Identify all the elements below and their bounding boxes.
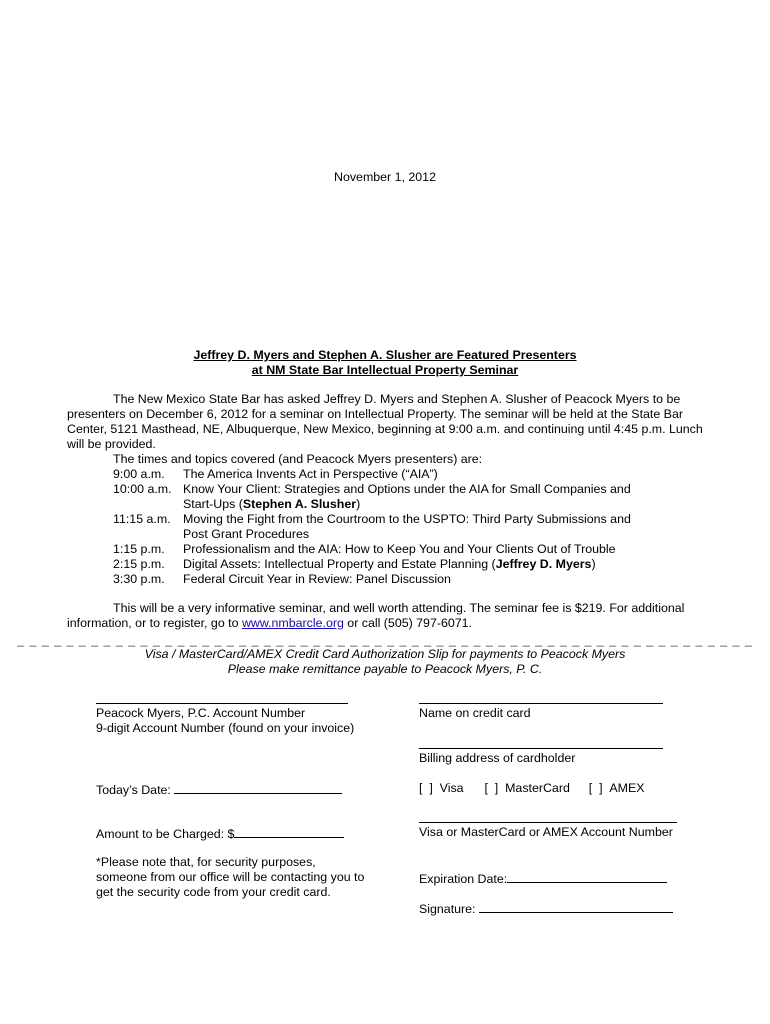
schedule-topic: The America Invents Act in Perspective (“AIA”) <box>183 467 438 481</box>
remittance-note: Please make remittance payable to Peacock Myers, P. C. <box>227 662 543 676</box>
schedule-row <box>113 557 713 572</box>
schedule-time: 1:15 p.m. <box>113 542 165 556</box>
account-number-label: Peacock Myers, P.C. Account Number <box>96 706 306 720</box>
schedule-time: 3:30 p.m. <box>113 572 165 586</box>
schedule-row <box>113 482 713 512</box>
amount-field[interactable]: Amount to be Charged: $ <box>96 825 344 842</box>
registration-link[interactable]: www.nmbarcle.org <box>241 616 344 630</box>
name-on-card-label: Name on credit card <box>419 706 531 720</box>
letter-date: November 1, 2012 <box>334 170 436 184</box>
schedule <box>113 452 713 587</box>
schedule-intro: The times and topics covered (and Peacock Myers presenters) are: <box>113 452 483 466</box>
schedule-row <box>113 467 713 482</box>
schedule-row <box>113 512 713 542</box>
intro-paragraph: The New Mexico State Bar has asked Jeffrey D. Myers and Stephen A. Slusher of Peacock Myers to be presenters on December 6, 2012 for a seminar on Intellectual Property. The seminar will be held at the State Bar Center, 5121 Masthead, NE, Albuquerque, New Mexico, beginning at 9:00 a.m. and continuing until 4:45 p.m. Lunch will be provided. <box>67 392 703 451</box>
closing-paragraph: This will be a very informative seminar, and well worth attending. The seminar fee is $219. For additional information, or to register, go to www.nmbarcle.org or call (505) 797-6071. <box>67 601 685 630</box>
amex-checkbox[interactable]: [ ] AMEX <box>588 781 645 795</box>
card-type-options <box>419 781 645 796</box>
headline-line-2: at NM State Bar Intellectual Property Seminar <box>251 363 519 377</box>
visa-checkbox[interactable]: [ ] Visa <box>419 781 464 795</box>
schedule-row <box>113 542 713 557</box>
presenter-name: Stephen A. Slusher <box>242 497 357 511</box>
todays-date-field[interactable]: Today’s Date: <box>96 781 342 798</box>
headline-line-1: Jeffrey D. Myers and Stephen A. Slusher are Featured Presenters <box>193 348 577 362</box>
presenter-name: Jeffrey D. Myers <box>495 557 592 571</box>
schedule-topic: Federal Circuit Year in Review: Panel Discussion <box>183 572 451 586</box>
account-number-hint: 9-digit Account Number (found on your invoice) <box>96 721 355 735</box>
schedule-time: 10:00 a.m. <box>113 482 172 496</box>
account-number-line[interactable] <box>96 703 348 704</box>
cut-line: _ _ _ _ _ _ _ _ _ _ _ _ _ _ _ _ _ _ _ _ _ _ _ _ _ _ _ _ _ _ _ _ _ _ _ _ _ _ _ _ _ _ _ _ _ _ _ _ _ _ _ _ _ _ _ _ _ _ _ _ <box>17 633 753 647</box>
slip-heading: Visa / MasterCard/AMEX Credit Card Authorization Slip for payments to Peacock Myers <box>144 647 626 661</box>
schedule-topic: Professionalism and the AIA: How to Keep You and Your Clients Out of Trouble <box>183 542 616 556</box>
card-number-label: Visa or MasterCard or AMEX Account Number <box>419 825 673 839</box>
billing-address-line[interactable] <box>419 748 663 749</box>
mastercard-checkbox[interactable]: [ ] MasterCard <box>484 781 570 795</box>
schedule-time: 9:00 a.m. <box>113 467 165 481</box>
security-note: *Please note that, for security purposes, someone from our office will be contacting you to get the security code from your credit card. <box>96 855 365 899</box>
schedule-row <box>113 572 713 587</box>
expiration-field[interactable]: Expiration Date: <box>419 870 667 887</box>
signature-field[interactable]: Signature: <box>419 900 673 917</box>
billing-address-label: Billing address of cardholder <box>419 751 576 765</box>
schedule-time: 11:15 a.m. <box>113 512 171 526</box>
schedule-topic: Know Your Client: Strategies and Options under the AIA for Small Companies and Start-Ups (Stephen A. Slusher) <box>183 482 631 511</box>
schedule-topic: Moving the Fight from the Courtroom to the USPTO: Third Party Submissions and Post Grant Procedures <box>183 512 631 541</box>
schedule-time: 2:15 p.m. <box>113 557 165 571</box>
schedule-topic: Digital Assets: Intellectual Property and Estate Planning (Jeffrey D. Myers) <box>183 557 596 571</box>
card-number-line[interactable] <box>419 822 677 823</box>
name-on-card-line[interactable] <box>419 703 663 704</box>
